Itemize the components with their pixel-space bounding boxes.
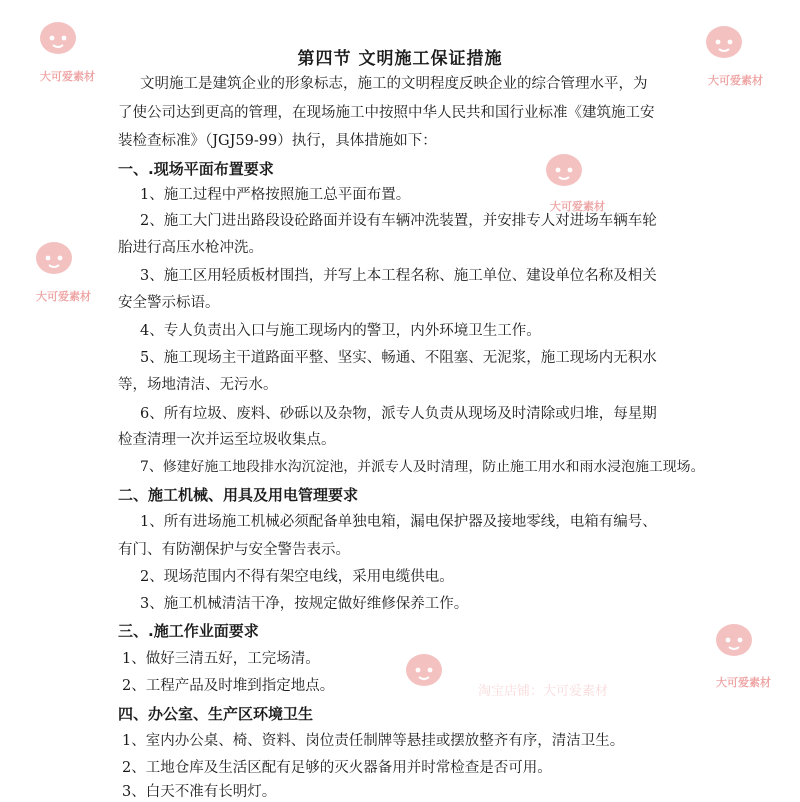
list-item: 3、白天不准有长明灯。 bbox=[122, 784, 277, 800]
intro-line: 装检查标准》（JGJ59-99）执行，具体措施如下： bbox=[118, 133, 437, 149]
list-item: 等，场地清洁、无污水。 bbox=[118, 377, 278, 393]
list-item: 检查清理一次并运至垃圾收集点。 bbox=[118, 432, 336, 448]
section-heading: 四、办公室、生产区环境卫生 bbox=[118, 705, 314, 723]
watermark-shop: 淘宝店铺：大可爱素材 bbox=[478, 684, 609, 699]
list-item: 1、做好三清五好，工完场清。 bbox=[122, 651, 320, 667]
list-item: 2、施工大门进出路段设砼路面并设有车辆冲洗装置，并安排专人对进场车辆车轮 bbox=[140, 213, 657, 229]
list-item: 3、施工机械清洁干净，按规定做好维修保养工作。 bbox=[140, 596, 469, 612]
watermark-logo-icon bbox=[710, 620, 758, 660]
section-heading: 一、.现场平面布置要求 bbox=[118, 160, 274, 178]
list-item: 4、专人负责出入口与施工现场内的警卫，内外环境卫生工作。 bbox=[140, 323, 541, 339]
watermark-brand: 大可爱素材 bbox=[708, 74, 763, 87]
watermark-brand: 大可爱素材 bbox=[716, 676, 771, 689]
list-item: 5、施工现场主干道路面平整、坚实、畅通、不阻塞、无泥浆，施工现场内无积水 bbox=[140, 350, 657, 366]
list-item: 1、施工过程中严格按照施工总平面布置。 bbox=[140, 187, 411, 203]
watermark-brand: 大可爱素材 bbox=[36, 290, 91, 303]
watermark-logo-icon bbox=[30, 238, 78, 278]
list-item: 2、现场范围内不得有架空电线，采用电缆供电。 bbox=[140, 569, 454, 585]
intro-line: 文明施工是建筑企业的形象标志，施工的文明程度反映企业的综合管理水平，为 bbox=[140, 76, 648, 92]
list-item: 胎进行高压水枪冲洗。 bbox=[118, 240, 263, 256]
list-item: 1、室内办公桌、椅、资料、岗位责任制牌等悬挂或摆放整齐有序，清洁卫生。 bbox=[122, 733, 625, 749]
list-item: 有门、有防潮保护与安全警告表示。 bbox=[118, 542, 350, 558]
section-heading: 二、施工机械、用具及用电管理要求 bbox=[118, 486, 359, 504]
watermark-brand: 大可爱素材 bbox=[40, 70, 95, 83]
list-item: 6、所有垃圾、废料、砂砾以及杂物，派专人负责从现场及时清除或归堆，每星期 bbox=[140, 406, 657, 422]
list-item: 2、工程产品及时堆到指定地点。 bbox=[122, 678, 335, 694]
section-heading: 三、.施工作业面要求 bbox=[118, 622, 259, 640]
watermark-logo-icon bbox=[400, 650, 448, 690]
watermark-logo-icon bbox=[540, 150, 588, 190]
page-title: 第四节 文明施工保证措施 bbox=[297, 49, 503, 69]
list-item: 7、修建好施工地段排水沟沉淀池，并派专人及时清理，防止施工用水和雨水浸泡施工现场。 bbox=[140, 459, 705, 475]
intro-line: 了使公司达到更高的管理，在现场施工中按照中华人民共和国行业标准《建筑施工安 bbox=[118, 105, 655, 121]
list-item: 2、工地仓库及生活区配有足够的灭火器备用并时常检查是否可用。 bbox=[122, 760, 552, 776]
watermark-brand: 大可爱素材 bbox=[550, 200, 605, 213]
list-item: 3、施工区用轻质板材围挡，并写上本工程名称、施工单位、建设单位名称及相关 bbox=[140, 268, 657, 284]
list-item: 安全警示标语。 bbox=[118, 295, 220, 311]
list-item: 1、所有进场施工机械必须配备单独电箱，漏电保护器及接地零线，电箱有编号、 bbox=[140, 514, 657, 530]
